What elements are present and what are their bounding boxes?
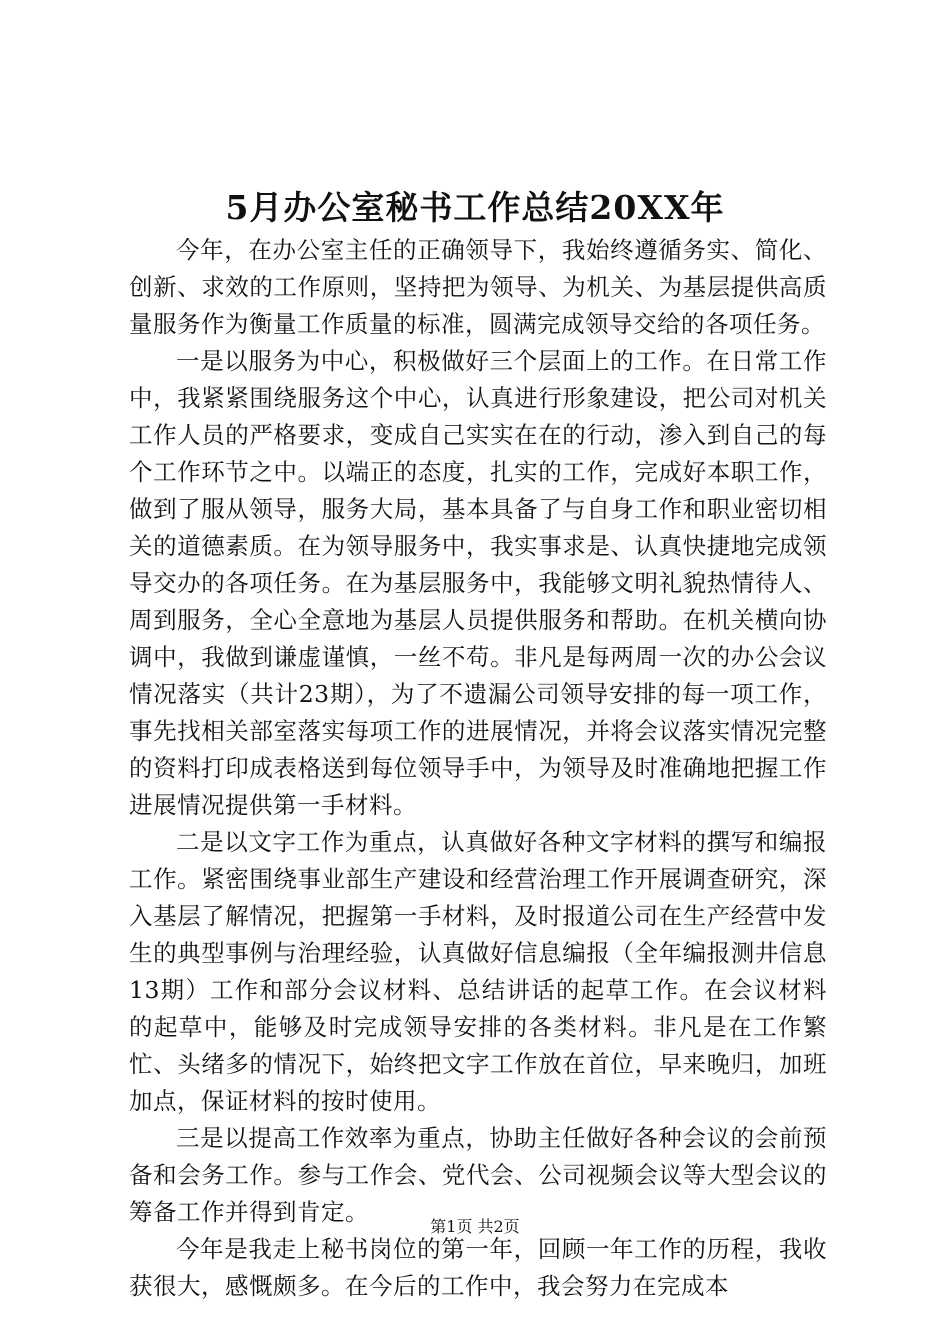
document-title: 5月办公室秘书工作总结20XX年 [225,188,725,227]
paragraph-meetings: 三是以提高工作效率为重点，协助主任做好各种会议的会前预备和会务工作。参与工作会、党代会、公司视频会议等大型会议的筹备工作并得到肯定。 [129,1124,827,1226]
document-body [129,232,827,1305]
page-number-footer: 第1页 共2页 [430,1217,520,1236]
paragraph-service: 一是以服务为中心，积极做好三个层面上的工作。在日常工作中，我紧紧围绕服务这个中心，认真进行形象建设，把公司对机关工作人员的严格要求，变成自己实实在在的行动，渗入到自己的每个工作环节之中。以端正的态度，扎实的工作，完成好本职工作，做到了服从领导，服务大局，基本具备了与自身工作和职业密切相关的道德素质。在为领导服务中，我实事求是、认真快捷地完成领导交办的各项任务。在为基层服务中，我能够文明礼貌热情待人、周到服务，全心全意地为基层人员提供服务和帮助。在机关横向协调中，我做到谦虚谨慎，一丝不苟。非凡是每两周一次的办公会议情况落实（共计23期），为了不遗漏公司领导安排的每一项工作，事先找相关部室落实每项工作的进展情况，并将会议落实情况完整的资料打印成表格送到每位领导手中，为领导及时准确地把握工作进展情况提供第一手材料。 [129,347,827,819]
paragraph-summary: 今年是我走上秘书岗位的第一年，回顾一年工作的历程，我收获很大，感慨颇多。在今后的工作中，我会努力在完成本 [129,1235,827,1300]
paragraph-writing: 二是以文字工作为重点，认真做好各种文字材料的撰写和编报工作。紧密围绕事业部生产建设和经营治理工作开展调查研究，深入基层了解情况，把握第一手材料，及时报道公司在生产经营中发生的典型事例与治理经验，认真做好信息编报（全年编报测井信息13期）工作和部分会议材料、总结讲话的起草工作。在会议材料的起草中，能够及时完成领导安排的各类材料。非凡是在工作繁忙、头绪多的情况下，始终把文字工作放在首位，早来晚归，加班加点，保证材料的按时使用。 [129,828,827,1115]
paragraph-intro: 今年，在办公室主任的正确领导下，我始终遵循务实、简化、创新、求效的工作原则，坚持把为领导、为机关、为基层提供高质量服务作为衡量工作质量的标准，圆满完成领导交给的各项任务。 [129,236,827,338]
